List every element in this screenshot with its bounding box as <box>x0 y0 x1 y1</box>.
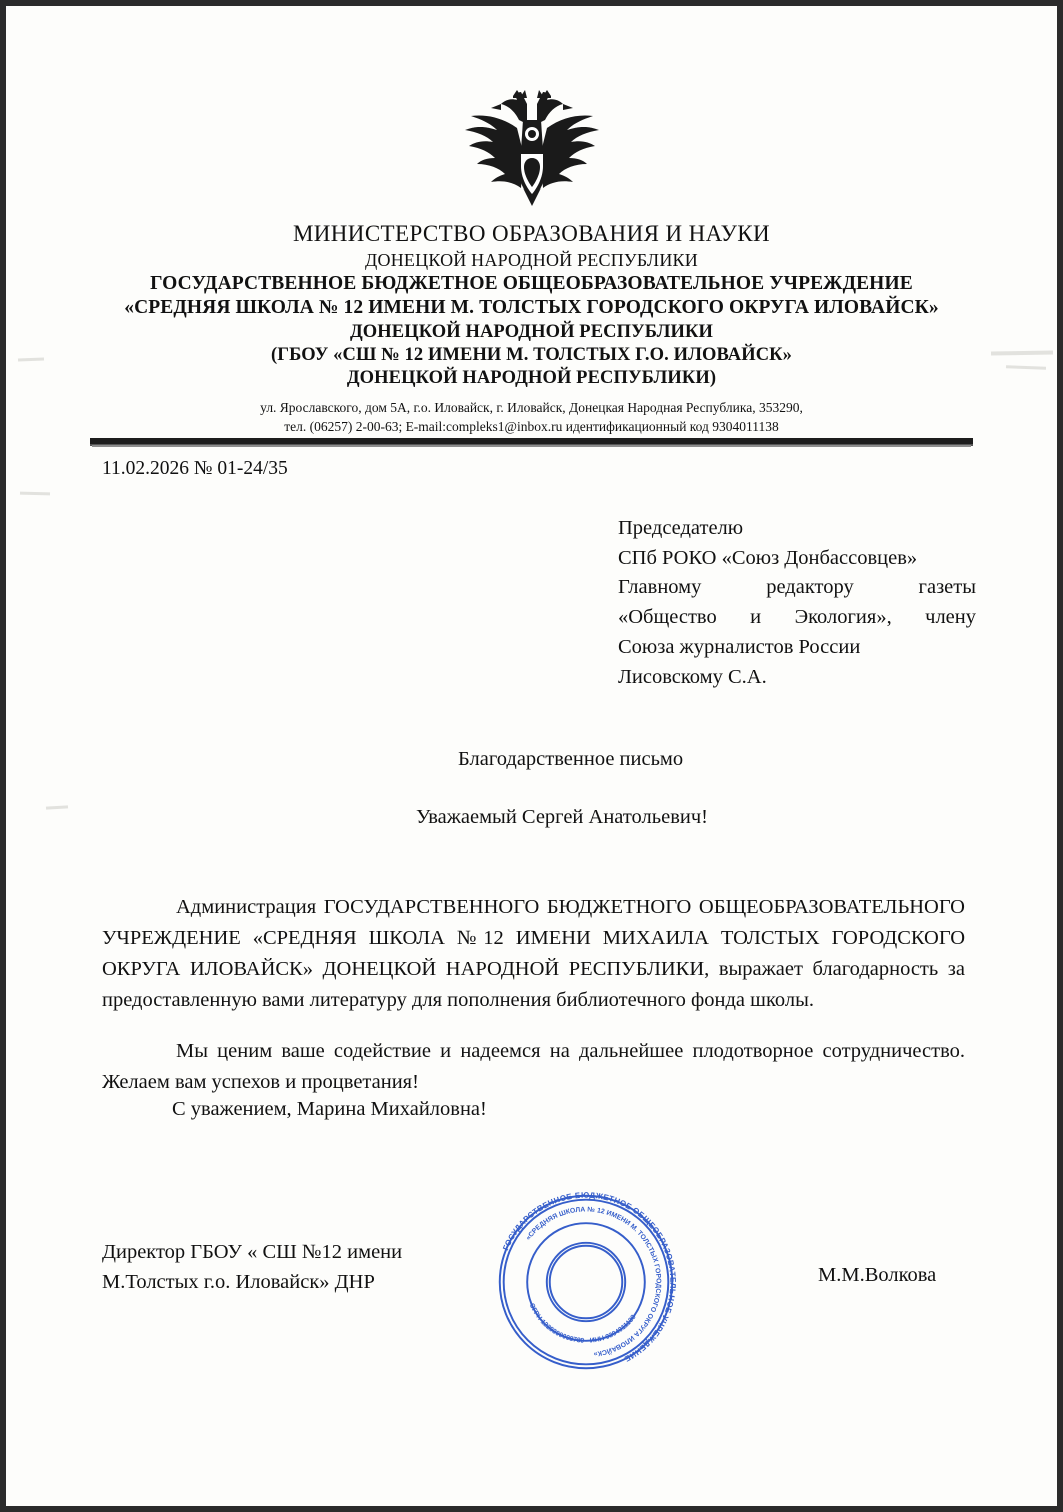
letterhead <box>66 220 997 436</box>
signature-name: М.М.Волкова <box>818 1264 937 1286</box>
paper-sheet <box>6 6 1057 1506</box>
addressee-line-6: Лисовскому С.А. <box>618 665 767 688</box>
scan-artifact <box>46 805 68 809</box>
letter-title: Благодарственное письмо <box>458 748 684 770</box>
paragraph-1-text: Администрация ГОСУДАРСТВЕННОГО БЮДЖЕТНОГО ОБЩЕОБРАЗОВАТЕЛЬНОГО УЧРЕЖДЕНИЕ «СРЕДНЯЯ ШКОЛА №12 ИМЕНИ МИХАИЛА ТОЛСТЫХ ГОРОДСКОГО ОКРУГА ИЛОВАЙСК» ДОНЕЦКОЙ НАРОДНОЙ РЕСПУБЛИКИ, выражает благодарность за предоставленную вами литературу для пополнения библиотечного фонда школы. <box>102 896 965 1012</box>
signature-position <box>102 1238 402 1297</box>
addressee-line-5: Союза журналистов России <box>618 635 861 658</box>
scan-artifact <box>18 358 44 362</box>
addressee-line-3: Главному редактору газеты <box>618 576 976 599</box>
organization-line-5: ДОНЕЦКОЙ НАРОДНОЙ РЕСПУБЛИКИ) <box>346 368 717 389</box>
letter-paragraph-2 <box>102 1036 965 1098</box>
svg-text:ОГРН 1229300008789 · ИНН 93040: ОГРН 1229300008789 · ИНН 9304011138 <box>527 1302 638 1345</box>
addressee-line-2: СПб РОКО «Союз Донбассовцев» <box>618 546 918 569</box>
letter-regards: С уважением, Марина Михайловна! <box>172 1098 487 1120</box>
official-stamp <box>488 1184 684 1380</box>
addressee-line-1: Председателю <box>618 517 744 539</box>
organization-line-2: «СРЕДНЯЯ ШКОЛА № 12 ИМЕНИ М. ТОЛСТЫХ ГОРОДСКОГО ОКРУГА ИЛОВАЙСК» <box>124 297 939 319</box>
signature-position-line-2: М.Толстых г.о. Иловайск» ДНР <box>102 1270 375 1293</box>
organization-line-3: ДОНЕЦКОЙ НАРОДНОЙ РЕСПУБЛИКИ <box>349 321 714 342</box>
organization-line-1: ГОСУДАРСТВЕННОЕ БЮДЖЕТНОЕ ОБЩЕОБРАЗОВАТЕЛЬНОЕ УЧРЕЖДЕНИЕ <box>150 272 913 294</box>
registration-number: 11.02.2026 № 01-24/35 <box>102 458 288 479</box>
ministry-line-2: ДОНЕЦКОЙ НАРОДНОЙ РЕСПУБЛИКИ <box>365 249 698 270</box>
letter-paragraph-1 <box>102 892 965 1017</box>
organization-line-4: (ГБОУ «СШ № 12 ИМЕНИ М. ТОЛСТЫХ Г.О. ИЛОВАЙСК» <box>270 345 793 366</box>
svg-text:ГОСУДАРСТВЕННОЕ БЮДЖЕТНОЕ ОБЩЕ: ГОСУДАРСТВЕННОЕ БЮДЖЕТНОЕ ОБЩЕОБРАЗОВАТЕЛЬНОЕ УЧРЕЖДЕНИЕ <box>501 1190 678 1364</box>
ministry-line-1: МИНИСТЕРСТВО ОБРАЗОВАНИЯ И НАУКИ <box>292 221 771 246</box>
scan-artifact <box>1006 365 1046 369</box>
address-line-1: ул. Ярославского, дом 5А, г.о. Иловайск, г. Иловайск, Донецкая Народная Республика, 353290, <box>260 399 803 415</box>
header-divider <box>90 438 973 446</box>
letter-greeting: Уважаемый Сергей Анатольевич! <box>416 806 708 828</box>
address-line-2: тел. (06257) 2-00-63; E-mail:compleks1@inbox.ru идентификационный код 9304011138 <box>284 418 779 434</box>
scan-artifact <box>20 492 50 496</box>
addressee-block <box>618 514 976 692</box>
addressee-line-4: «Общество и Экология», члену <box>618 606 976 629</box>
svg-text:«СРЕДНЯЯ ШКОЛА № 12 ИМЕНИ М. Т: «СРЕДНЯЯ ШКОЛА № 12 ИМЕНИ М. ТОЛСТЫХ ГОРОДСКОГО ОКРУГА ИЛОВАЙСК» <box>524 1206 662 1358</box>
coat-of-arms-icon <box>457 90 607 208</box>
signature-position-line-1: Директор ГБОУ « СШ №12 имени <box>102 1241 403 1263</box>
scan-artifact <box>991 350 1053 355</box>
paragraph-2-text: Мы ценим ваше содействие и надеемся на дальнейшее плодотворное сотрудничество. Желаем вам успехов и процветания! <box>102 1040 965 1094</box>
